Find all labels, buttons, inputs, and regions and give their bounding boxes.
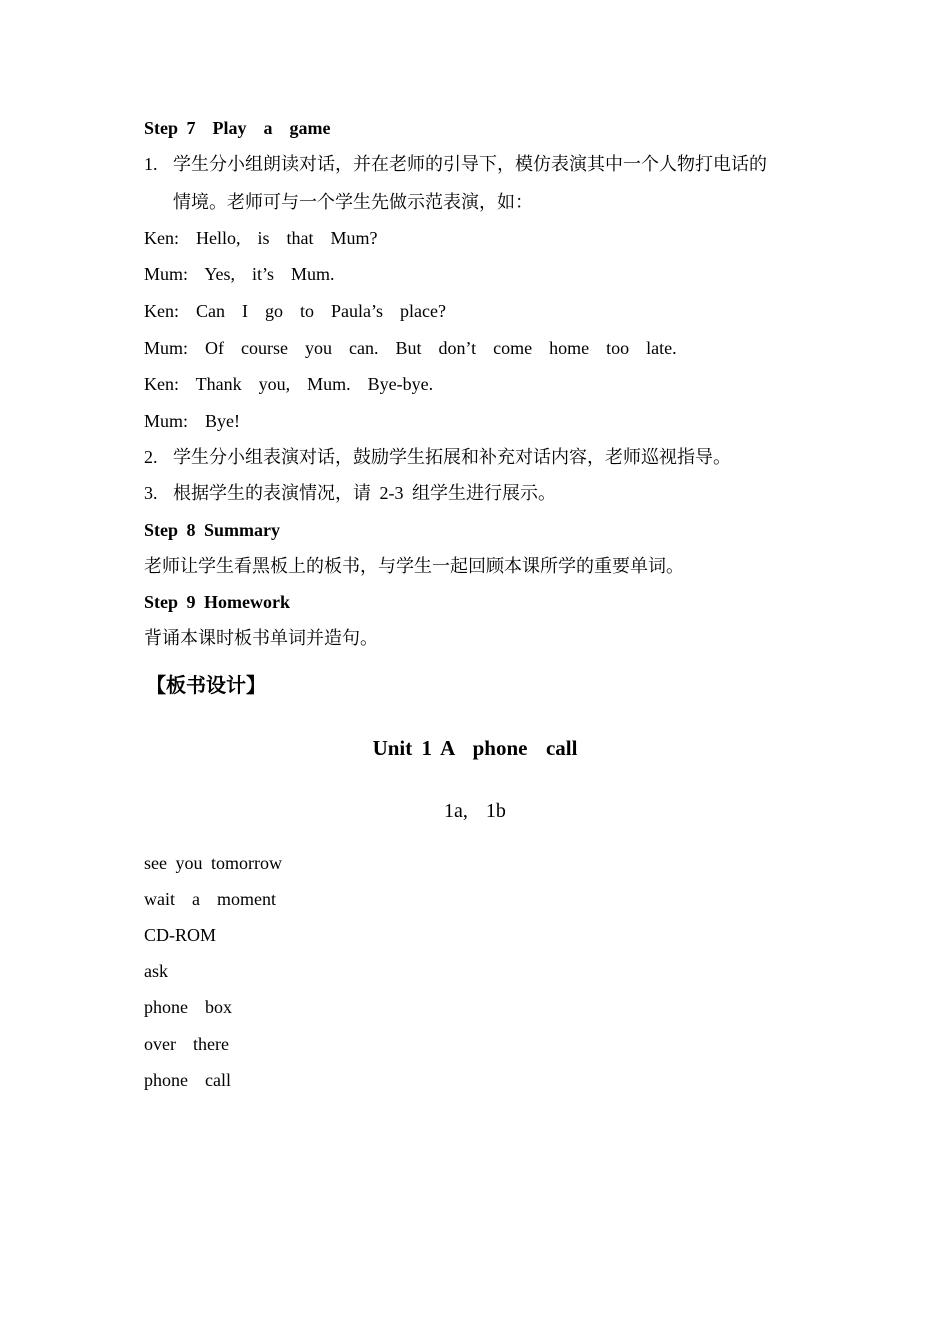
board-design-heading: 【板书设计】 [146, 675, 266, 697]
board-word: phone box [144, 997, 232, 1017]
board-subtitle: 1a, 1b [444, 800, 506, 822]
step9-title: Step 9 Homework [144, 592, 290, 612]
dialogue-line: Mum: Bye! [144, 411, 240, 431]
dialogue-line: Mum: Of course you can. But don’t come home too late. [144, 338, 677, 358]
dialogue-line: Ken: Hello, is that Mum? [144, 228, 378, 248]
step7-item1-line2: 情境。老师可与一个学生先做示范表演，如： [173, 192, 533, 212]
board-word: phone call [144, 1070, 231, 1090]
step7-item1-number: 1. [144, 154, 158, 174]
step8-title: Step 8 Summary [144, 520, 281, 540]
step7-item2-text: 学生分小组表演对话，鼓励学生拓展和补充对话内容，老师巡视指导。 [173, 447, 731, 467]
step7-title: Step 7 Play a game [144, 118, 331, 138]
step7-item3 [144, 481, 556, 505]
step7-item1-line1: 学生分小组朗读对话，并在老师的引导下，模仿表演其中一个人物打电话的 [173, 154, 767, 174]
step7-item3-number: 3. [144, 483, 158, 503]
dialogue-line: Ken: Thank you, Mum. Bye-bye. [144, 374, 434, 394]
step7-item2 [144, 445, 731, 469]
board-word: wait a moment [144, 889, 276, 909]
board-word: CD-ROM [144, 925, 217, 945]
step7-item2-number: 2. [144, 447, 158, 467]
board-word: over there [144, 1034, 229, 1054]
board-title: Unit 1 A phone call [372, 736, 578, 760]
dialogue-line: Mum: Yes, it’s Mum. [144, 264, 335, 284]
board-word: see you tomorrow [144, 853, 282, 873]
step7-item1 [144, 152, 767, 176]
step8-text: 老师让学生看黑板上的板书，与学生一起回顾本课所学的重要单词。 [144, 556, 684, 576]
step7-item3-text: 根据学生的表演情况，请 2-3 组学生进行展示。 [173, 483, 556, 503]
step9-text: 背诵本课时板书单词并造句。 [144, 628, 378, 648]
dialogue-line: Ken: Can I go to Paula’s place? [144, 301, 446, 321]
board-word: ask [144, 961, 168, 981]
